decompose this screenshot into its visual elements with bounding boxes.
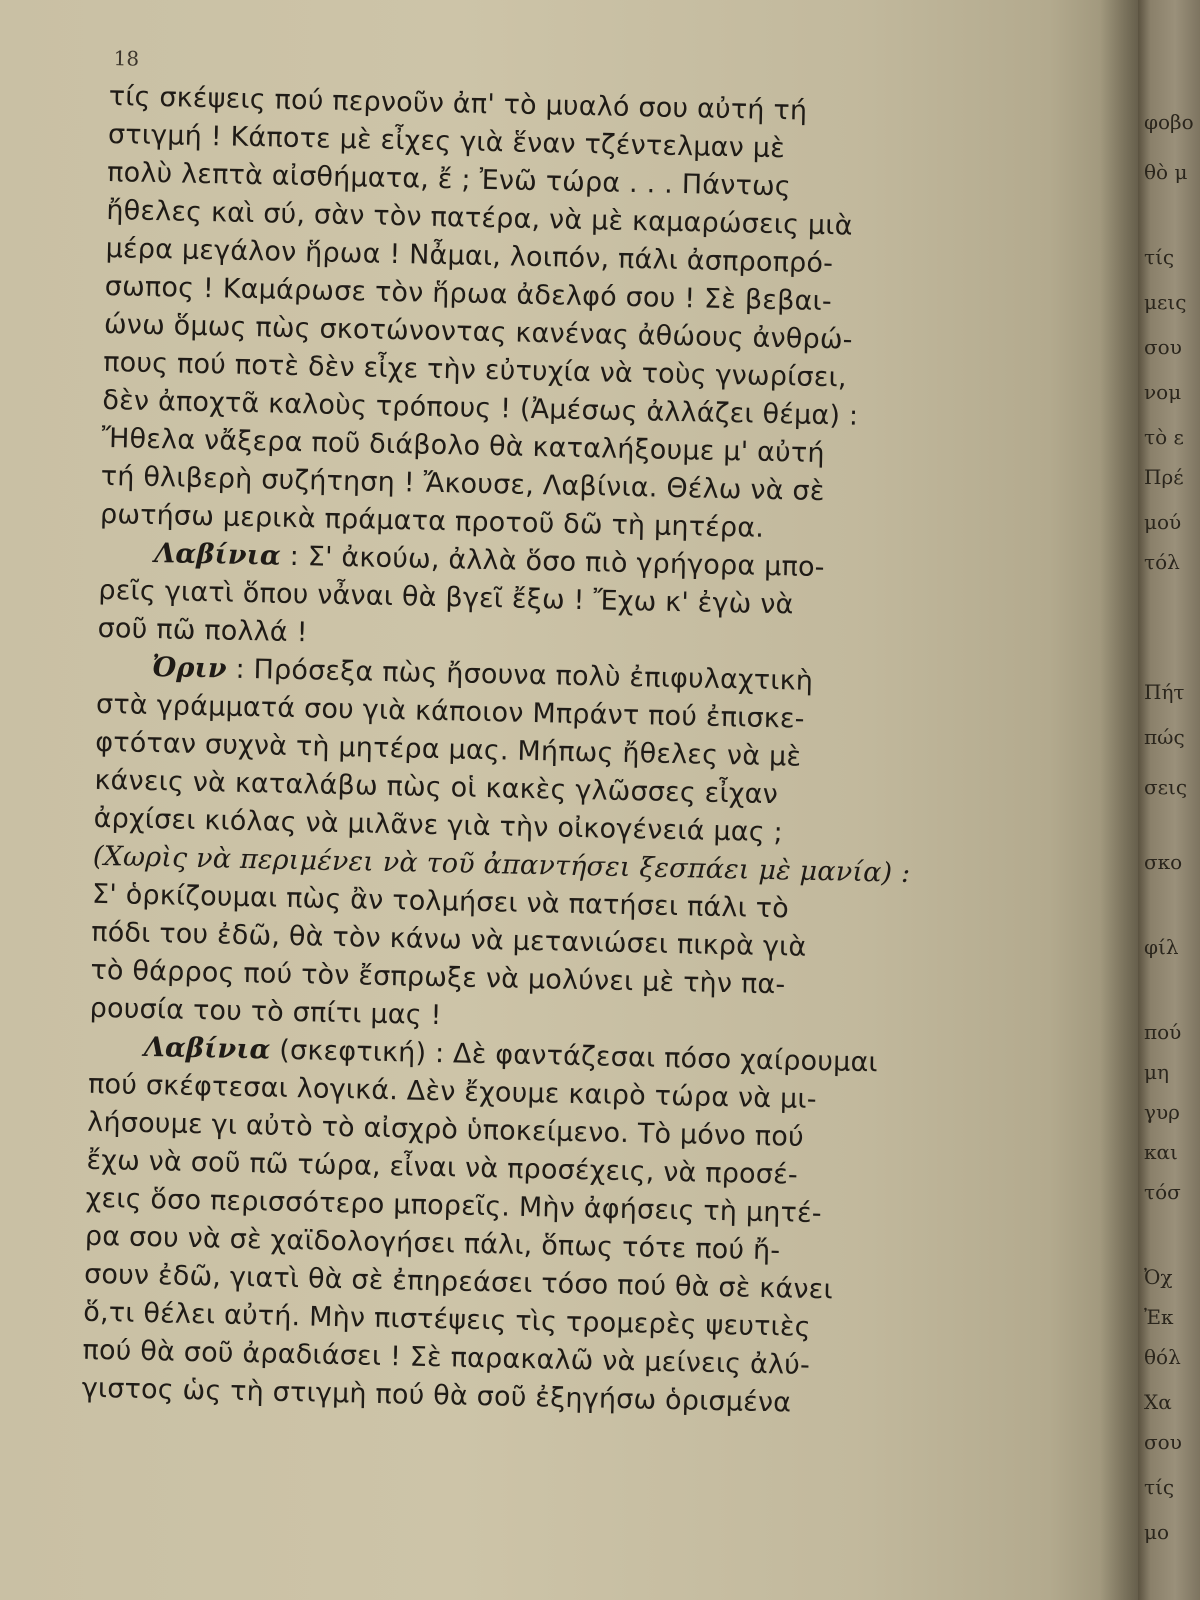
next-page-fragment: Ἐκ — [1144, 1305, 1174, 1329]
speaker-line-lavinia: Λαβίνια : Σ' ἀκούω, ἀλλὰ ὅσο πιὸ γρήγορα μπο- — [153, 538, 825, 584]
next-page-fragment: θόλ — [1144, 1345, 1181, 1369]
next-page-fragment: φοβο — [1144, 110, 1194, 134]
speaker-name: Ὀριν — [151, 652, 228, 685]
text-line: πού σκέφτεσαι λογικά. Δὲν ἔχουμε καιρὸ τώρα νὰ μι- — [87, 1068, 818, 1116]
page-text-block — [81, 40, 1100, 1419]
next-page-fragment: μη — [1144, 1060, 1169, 1084]
text-line: ώνω ὅμως πὼς σκοτώνοντας κανένας ἀθώους ἀνθρώ- — [103, 308, 853, 356]
next-page-fragment: τόλ — [1144, 550, 1180, 574]
text-line: τὸ θάρρος πού τὸν ἔσπρωξε νὰ μολύνει μὲ τὴν πα- — [90, 954, 786, 1001]
next-page-fragment: πού — [1144, 1020, 1182, 1044]
page-number: 18 — [113, 46, 140, 71]
text-line: ρουσία του τὸ σπίτι μας ! — [89, 992, 442, 1032]
text-line: δὲν ἀποχτᾶ καλοὺς τρόπους ! (Ἀμέσως ἀλλάζει θέμα) : — [102, 384, 859, 432]
next-page-fragment: τίς — [1144, 245, 1175, 269]
text-line: στὰ γράμματά σου γιὰ κάποιον Μπράντ πού ἐπισκε- — [95, 688, 805, 735]
next-page-fragment: μού — [1144, 510, 1182, 534]
text-line: λήσουμε γι αὐτὸ τὸ αἰσχρὸ ὑποκείμενο. Τὸ μόνο πού — [87, 1106, 805, 1153]
text-line: ἔχω νὰ σοῦ πῶ τώρα, εἶναι νὰ προσέχεις, νὰ προσέ- — [86, 1144, 799, 1191]
text-line: πους πού ποτὲ δὲν εἶχε τὴν εὐτυχία νὰ τοὺς γνωρίσει, — [102, 346, 848, 394]
next-page-fragment: φίλ — [1144, 935, 1179, 959]
text-line: σωπος ! Καμάρωσε τὸν ἥρωα ἀδελφό σου ! Σὲ βεβαι- — [104, 270, 833, 318]
speaker-name: Λαβίνια — [153, 538, 282, 572]
text-line: μέρα μεγάλον ἥρωα ! Νἆμαι, λοιπόν, πάλι ἀσπροπρό- — [105, 232, 834, 280]
next-page-fragment: μο — [1144, 1520, 1170, 1544]
next-page-fragment: σου — [1144, 335, 1182, 359]
text-line: σοῦ πῶ πολλά ! — [97, 612, 308, 649]
text-line: πολὺ λεπτὰ αἰσθήματα, ἔ ; Ἐνῶ τώρα . . . Πάντως — [106, 156, 792, 203]
text-line: τή θλιβερὴ συζήτηση ! Ἄκουσε, Λαβίνια. Θέλω νὰ σὲ — [100, 460, 825, 508]
next-page-fragment: σεις — [1144, 775, 1188, 799]
next-page-fragment: μεις — [1144, 290, 1187, 314]
speaker-line-orin: Ὀριν : Πρόσεξα πὼς ἤσουνα πολὺ ἐπιφυλαχτικὴ — [151, 652, 814, 697]
next-page-fragment: σου — [1144, 1430, 1182, 1454]
text-line: τίς σκέψεις πού περνοῦν ἀπ' τὸ μυαλό σου αὐτή τή — [108, 80, 808, 127]
text-line: ρωτήσω μερικὰ πράματα προτοῦ δῶ τὴ μητέρα. — [99, 498, 765, 544]
text-line: ρα σου νὰ σὲ χαϊδολογήσει πάλι, ὅπως τότε πού ἤ- — [84, 1220, 781, 1267]
text-line: Σ' ὁρκίζουμαι πὼς ἂν τολμήσει νὰ πατήσει πάλι τὸ — [91, 878, 790, 925]
text-line: πόδι του ἐδῶ, θὰ τὸν κάνω νὰ μετανιώσει πικρὰ γιὰ — [90, 916, 807, 963]
next-page-fragment: τίς — [1144, 1475, 1175, 1499]
text-line: ὅ,τι θέλει αὐτή. Μὴν πιστέψεις τὶς τρομερὲς ψευτιὲς — [83, 1296, 812, 1343]
next-page-fragment: σκο — [1144, 850, 1183, 874]
next-page-fragment: γυρ — [1144, 1100, 1180, 1124]
next-page-fragment: Πήτ — [1144, 680, 1185, 704]
speaker-line-lavinia: Λαβίνια (σκεφτική) : Δὲ φαντάζεσαι πόσο χαίρουμαι — [143, 1031, 879, 1079]
next-page-fragment: τὸ ε — [1144, 425, 1184, 449]
next-page-fragment: θὸ μ — [1144, 160, 1188, 184]
text-line: Ἤθελα νἄξερα ποῦ διάβολο θὰ καταλήξουμε μ' αὐτή — [101, 422, 826, 470]
text-line: ρεῖς γιατὶ ὅπου νἆναι θὰ βγεῖ ἔξω ! Ἔχω κ' ἐγὼ νὰ — [98, 574, 794, 621]
text-line: χεις ὅσο περισσότερο μπορεῖς. Μὴν ἀφήσεις τὴ μητέ- — [85, 1182, 823, 1230]
next-page-fragment: νομ — [1144, 380, 1182, 404]
next-page-fragment: Χα — [1144, 1390, 1172, 1414]
text-line: ἤθελες καὶ σύ, σὰν τὸν πατέρα, νὰ μὲ καμαρώσεις μιὰ — [106, 194, 854, 242]
next-page-fragment: Πρέ — [1144, 465, 1184, 489]
text-line: σουν ἐδῶ, γιατὶ θὰ σὲ ἐπηρεάσει τόσο πού θὰ σὲ κάνει — [83, 1258, 834, 1306]
next-page-edge — [1138, 0, 1200, 1600]
text-line: ἀρχίσει κιόλας νὰ μιλᾶνε γιὰ τὴν οἰκογένειά μας ; — [93, 802, 784, 849]
next-page-fragment: πώς — [1144, 725, 1185, 749]
text-line: στιγμή ! Κάποτε μὲ εἶχες γιὰ ἕναν τζέντελμαν μὲ — [107, 118, 786, 165]
text-line: φτόταν συχνὰ τὴ μητέρα μας. Μήπως ἤθελες νὰ μὲ — [94, 726, 802, 773]
text-line: κάνεις νὰ καταλάβω πὼς οἱ κακὲς γλῶσσες εἶχαν — [94, 764, 779, 811]
next-page-fragment: και — [1144, 1140, 1178, 1164]
text-lines — [81, 78, 1099, 1428]
speaker-name: Λαβίνια — [143, 1031, 271, 1066]
stage-direction-line: (Χωρὶς νὰ περιμένει νὰ τοῦ ἀπαντήσει ξεσπάει μὲ μανία) : — [92, 840, 911, 889]
next-page-fragment: Ὀχ — [1144, 1265, 1173, 1289]
text-line: πού θὰ σοῦ ἀραδιάσει ! Σὲ παρακαλῶ νὰ μείνεις ἀλύ- — [82, 1334, 811, 1381]
text-line: γιστος ὡς τὴ στιγμὴ πού θὰ σοῦ ἐξηγήσω ὁρισμένα — [81, 1372, 792, 1419]
next-page-fragment: τόσ — [1144, 1180, 1181, 1204]
